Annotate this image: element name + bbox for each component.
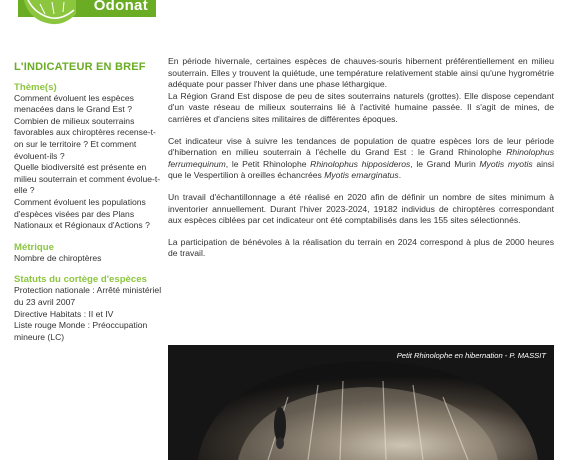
theme-question-3: Quelle biodiversité est présente en milieu souterrain et comment évolue-t-elle ? (14, 162, 161, 196)
status-block (14, 274, 162, 343)
paragraph-intro (168, 56, 554, 126)
metric-text: Nombre de chiroptères (14, 252, 102, 263)
status-label: Statuts du cortège d'espèces (14, 274, 147, 286)
theme-label: Thème(s) (14, 81, 57, 93)
indicator-summary (14, 62, 162, 353)
bat-photo (168, 345, 554, 460)
theme-question-4: Comment évoluent les populations d'espèces visées par des Plans Nationaux et Régionaux d'Actions ? (14, 196, 150, 231)
intro-text: En période hivernale, certaines espèces de chauves-souris hibernent préférentiellement en milieu souterrain. Elles y trouvent la quiétude, une température relativement stable ainsi qu'une hygrométrie adéquate pour passer l'hiver dans une phase léthargique. (168, 56, 554, 90)
paragraph-species (168, 136, 554, 182)
metric-label: Métrique (14, 241, 54, 253)
brand-name: Odonat (93, 0, 148, 14)
theme-block (14, 82, 162, 232)
paragraph-volunteers: La participation de bénévoles à la réalisation du terrain en 2024 correspond à plus de 2000 heures de travail. (168, 236, 554, 259)
species-text-e: . (398, 170, 402, 181)
main-text (168, 56, 554, 270)
species-name-2: Rhinolophus hipposideros (310, 158, 411, 169)
status-line-3: Liste rouge Monde : Préoccupation mineure (LC) (14, 320, 148, 342)
species-name-4: Myotis emarginatus (324, 170, 399, 181)
leaf-icon (18, 0, 78, 30)
species-text-d: ainsi que le Vespertilion à oreilles échancrées (168, 158, 555, 181)
summary-title: L'INDICATEUR EN BREF (14, 61, 146, 73)
status-line-2: Directive Habitats : II et IV (14, 308, 114, 319)
species-name-3: Myotis myotis (479, 158, 533, 169)
species-name-1: Rhinolophus ferrumequinum (168, 147, 554, 169)
theme-question-1: Comment évoluent les espèces menacées dans le Grand Est ? (14, 92, 134, 115)
metric-block (14, 242, 162, 265)
species-text-a: Cet indicateur vise à suivre les tendances de population de quatre espèces lors de leur période d'hibernation en milieu souterrain à l'échelle du Grand Est : le Grand Rhinolophe (168, 135, 554, 158)
paragraph-sampling: Un travail d'échantillonnage a été réalisé en 2020 afin de définir un nombre de sites minimum à inventorier annuellement. Durant l'hiver 2023-2024, 19182 individus de chiroptères correspondant aux espèces ciblées par cet indicateur ont été comptabilisés dans les 155 sites sélectionnés. (168, 191, 554, 226)
intro-text-2: La Région Grand Est dispose de peu de sites souterrains naturels (grottes). Elle dispose cependant d'un vaste réseau de milieux souterrains lié à l'activité humaine passée. Il s'agit de mines, de carrières et d'anciens sites militaires de différentes époques. (168, 90, 554, 124)
theme-question-2: Combien de milieux souterrains favorables aux chiroptères recense-t-on sur le territoire ? Et comment évoluent-ils ? (14, 115, 156, 161)
cave-illustration (168, 345, 554, 460)
species-text-c: , le Grand Murin (410, 158, 480, 169)
photo-caption: Petit Rhinolophe en hibernation - P. MASSIT (396, 351, 546, 360)
species-text-b: , le Petit Rhinolophe (225, 158, 311, 169)
status-line-1: Protection nationale : Arrêté ministériel du 23 avril 2007 (14, 285, 162, 307)
